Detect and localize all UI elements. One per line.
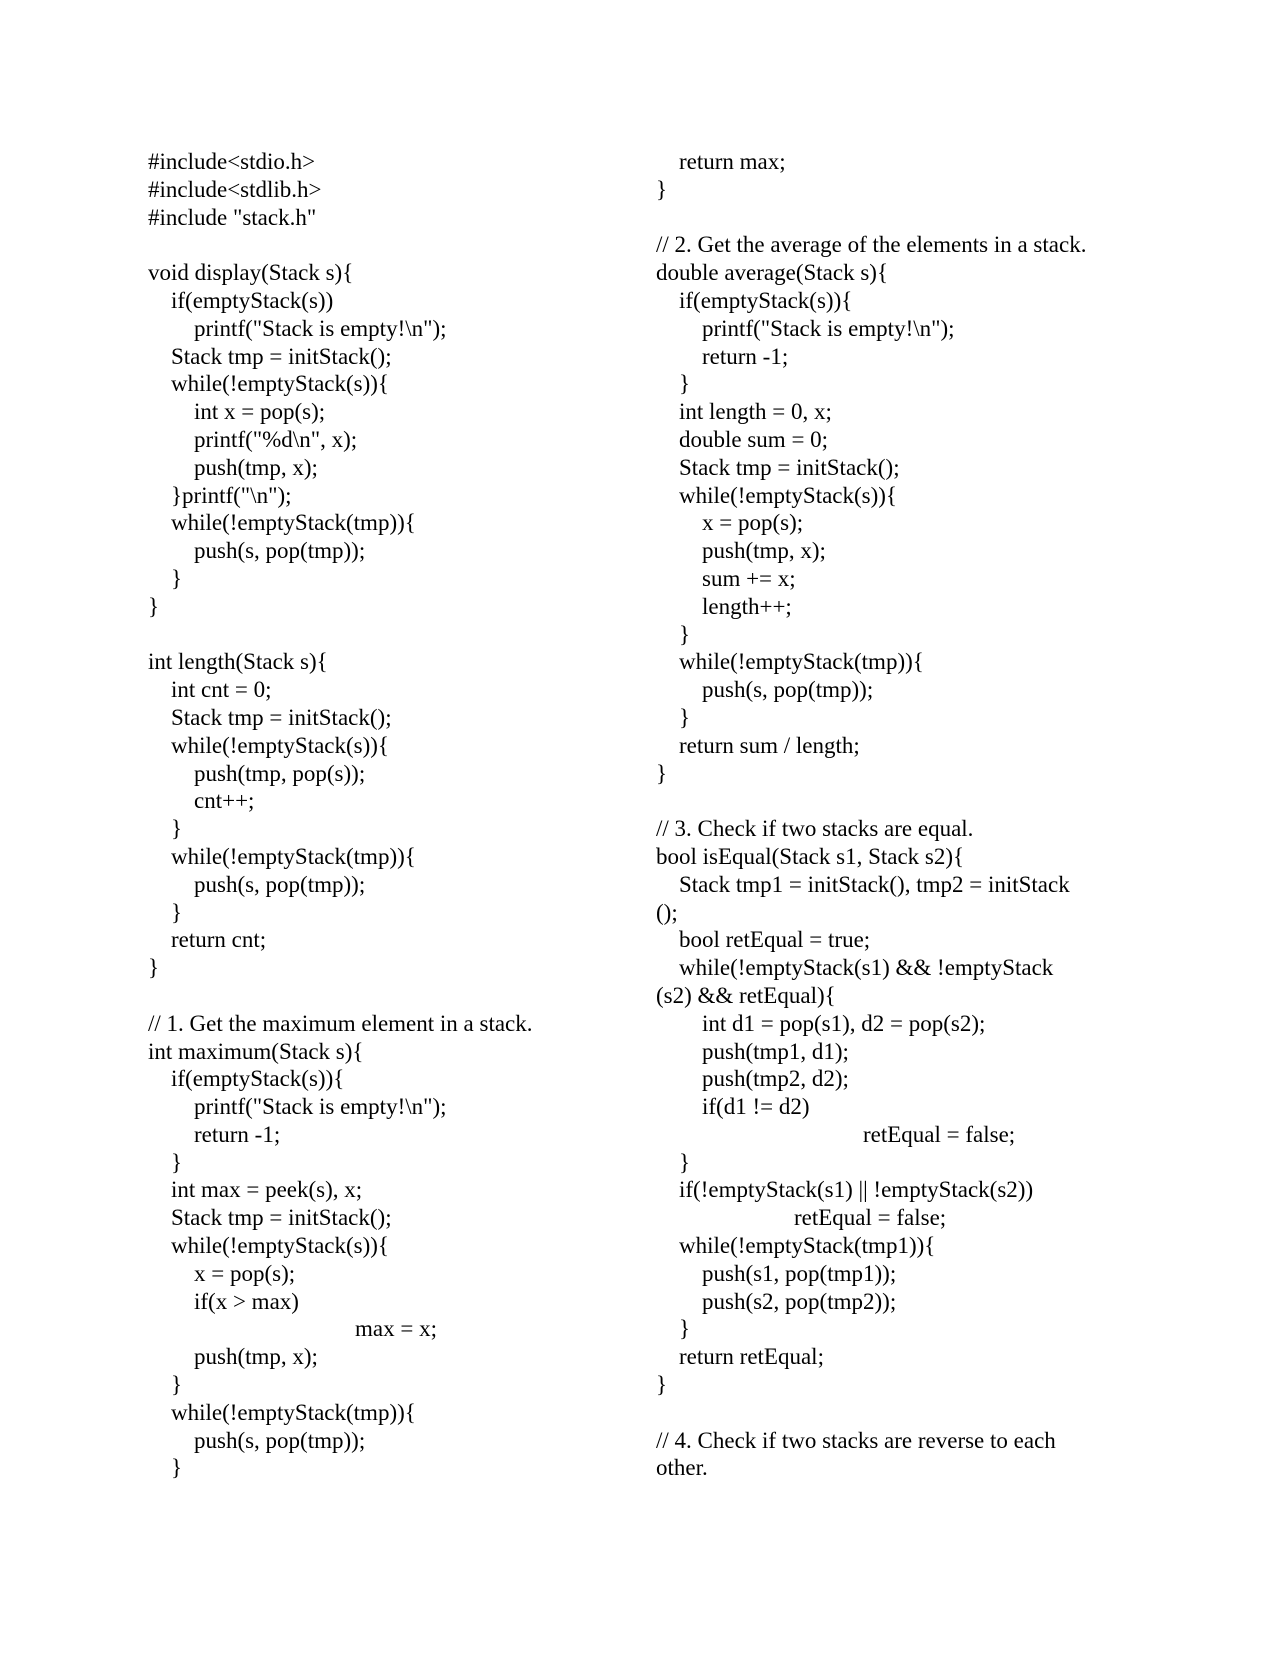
- code-line: push(tmp, x);: [656, 538, 826, 564]
- code-line: }: [148, 1455, 183, 1481]
- code-line: while(!emptyStack(s)){: [148, 371, 389, 397]
- code-line: }: [148, 1372, 183, 1398]
- code-line: other.: [656, 1455, 708, 1481]
- code-line: (s2) && retEqual){: [656, 982, 836, 1008]
- code-line: printf("%d\n", x);: [148, 426, 358, 452]
- code-line: Stack tmp1 = initStack(), tmp2 = initStack: [656, 871, 1070, 897]
- code-line: push(s, pop(tmp));: [148, 871, 366, 897]
- code-line: while(!emptyStack(s)){: [148, 732, 389, 758]
- code-line: push(tmp, pop(s));: [148, 760, 366, 786]
- code-line: cnt++;: [148, 788, 255, 814]
- code-line: }: [148, 565, 183, 591]
- code-line: }: [656, 1149, 691, 1175]
- code-line: if(x > max): [148, 1288, 299, 1314]
- code-line: while(!emptyStack(tmp)){: [148, 1399, 416, 1425]
- code-line: Stack tmp = initStack();: [148, 343, 392, 369]
- code-line: // 3. Check if two stacks are equal.: [656, 816, 974, 842]
- code-line: if(d1 != d2): [656, 1094, 810, 1120]
- code-line: length++;: [656, 593, 792, 619]
- code-line: push(s2, pop(tmp2));: [656, 1288, 897, 1314]
- code-line: return max;: [656, 149, 786, 174]
- code-line: bool retEqual = true;: [656, 927, 871, 953]
- code-line: }: [148, 955, 160, 981]
- code-line: }: [656, 371, 691, 397]
- code-line: }printf("\n");: [148, 482, 292, 508]
- code-line: ();: [656, 899, 678, 925]
- code-line: while(!emptyStack(tmp1)){: [656, 1233, 936, 1259]
- code-line: // 4. Check if two stacks are reverse to each: [656, 1427, 1056, 1453]
- code-line: return -1;: [656, 343, 789, 369]
- code-line: }: [148, 899, 183, 925]
- code-line: // 1. Get the maximum element in a stack.: [148, 1010, 533, 1036]
- code-column-right: [656, 148, 1156, 1482]
- code-line: int d1 = pop(s1), d2 = pop(s2);: [656, 1010, 986, 1036]
- code-line: if(emptyStack(s)){: [148, 1066, 345, 1092]
- code-line: [656, 204, 1156, 232]
- code-line: while(!emptyStack(s)){: [148, 1233, 389, 1259]
- code-line: while(!emptyStack(tmp)){: [148, 510, 416, 536]
- code-line: push(s, pop(tmp));: [148, 1427, 366, 1453]
- code-line: Stack tmp = initStack();: [148, 704, 392, 730]
- code-line: }: [148, 593, 160, 619]
- code-line: while(!emptyStack(s)){: [656, 482, 897, 508]
- code-line: }: [656, 176, 668, 202]
- code-line: int length = 0, x;: [656, 399, 832, 425]
- code-line: retEqual = false;: [656, 1121, 1016, 1147]
- code-line: while(!emptyStack(tmp)){: [148, 843, 416, 869]
- code-line: return sum / length;: [656, 732, 860, 758]
- code-line: int cnt = 0;: [148, 677, 272, 703]
- code-line: max = x;: [148, 1316, 437, 1342]
- code-line: x = pop(s);: [148, 1260, 296, 1286]
- code-line: #include<stdlib.h>: [148, 176, 322, 202]
- code-line: }: [148, 816, 183, 842]
- code-line: printf("Stack is empty!\n");: [656, 315, 955, 341]
- code-line: int x = pop(s);: [148, 399, 326, 425]
- code-line: int maximum(Stack s){: [148, 1038, 364, 1064]
- code-line: push(tmp, x);: [148, 454, 318, 480]
- code-line: [656, 1399, 1156, 1427]
- code-line: #include "stack.h": [148, 204, 317, 230]
- code-line: sum += x;: [656, 565, 796, 591]
- code-line: while(!emptyStack(tmp)){: [656, 649, 924, 675]
- code-line: while(!emptyStack(s1) && !emptyStack: [656, 955, 1054, 981]
- code-line: return cnt;: [148, 927, 267, 953]
- code-line: if(emptyStack(s)): [148, 287, 334, 313]
- code-line: push(s, pop(tmp));: [656, 677, 874, 703]
- code-line: push(tmp1, d1);: [656, 1038, 849, 1064]
- code-line: printf("Stack is empty!\n");: [148, 315, 447, 341]
- code-line: [148, 231, 648, 259]
- code-line: }: [656, 621, 691, 647]
- code-line: [148, 621, 648, 649]
- code-line: return retEqual;: [656, 1344, 824, 1370]
- code-line: printf("Stack is empty!\n");: [148, 1094, 447, 1120]
- code-line: return -1;: [148, 1121, 281, 1147]
- code-line: }: [656, 760, 668, 786]
- code-line: int max = peek(s), x;: [148, 1177, 363, 1203]
- code-line: [148, 982, 648, 1010]
- code-line: #include<stdio.h>: [148, 149, 316, 174]
- code-line: if(emptyStack(s)){: [656, 287, 853, 313]
- code-line: }: [656, 704, 691, 730]
- code-line: }: [148, 1149, 183, 1175]
- code-line: double average(Stack s){: [656, 260, 888, 286]
- code-line: push(s, pop(tmp));: [148, 538, 366, 564]
- code-line: }: [656, 1316, 691, 1342]
- code-line: void display(Stack s){: [148, 260, 354, 286]
- code-line: Stack tmp = initStack();: [656, 454, 900, 480]
- code-line: x = pop(s);: [656, 510, 804, 536]
- code-line: push(s1, pop(tmp1));: [656, 1260, 897, 1286]
- code-line: push(tmp, x);: [148, 1344, 318, 1370]
- code-line: push(tmp2, d2);: [656, 1066, 849, 1092]
- code-line: if(!emptyStack(s1) || !emptyStack(s2)): [656, 1177, 1034, 1203]
- code-column-left: [148, 148, 648, 1482]
- code-line: [656, 787, 1156, 815]
- code-line: Stack tmp = initStack();: [148, 1205, 392, 1231]
- code-line: double sum = 0;: [656, 426, 829, 452]
- code-line: int length(Stack s){: [148, 649, 328, 675]
- code-line: }: [656, 1372, 668, 1398]
- code-line: bool isEqual(Stack s1, Stack s2){: [656, 843, 965, 869]
- code-line: // 2. Get the average of the elements in a stack.: [656, 232, 1087, 258]
- code-line: retEqual = false;: [656, 1205, 947, 1231]
